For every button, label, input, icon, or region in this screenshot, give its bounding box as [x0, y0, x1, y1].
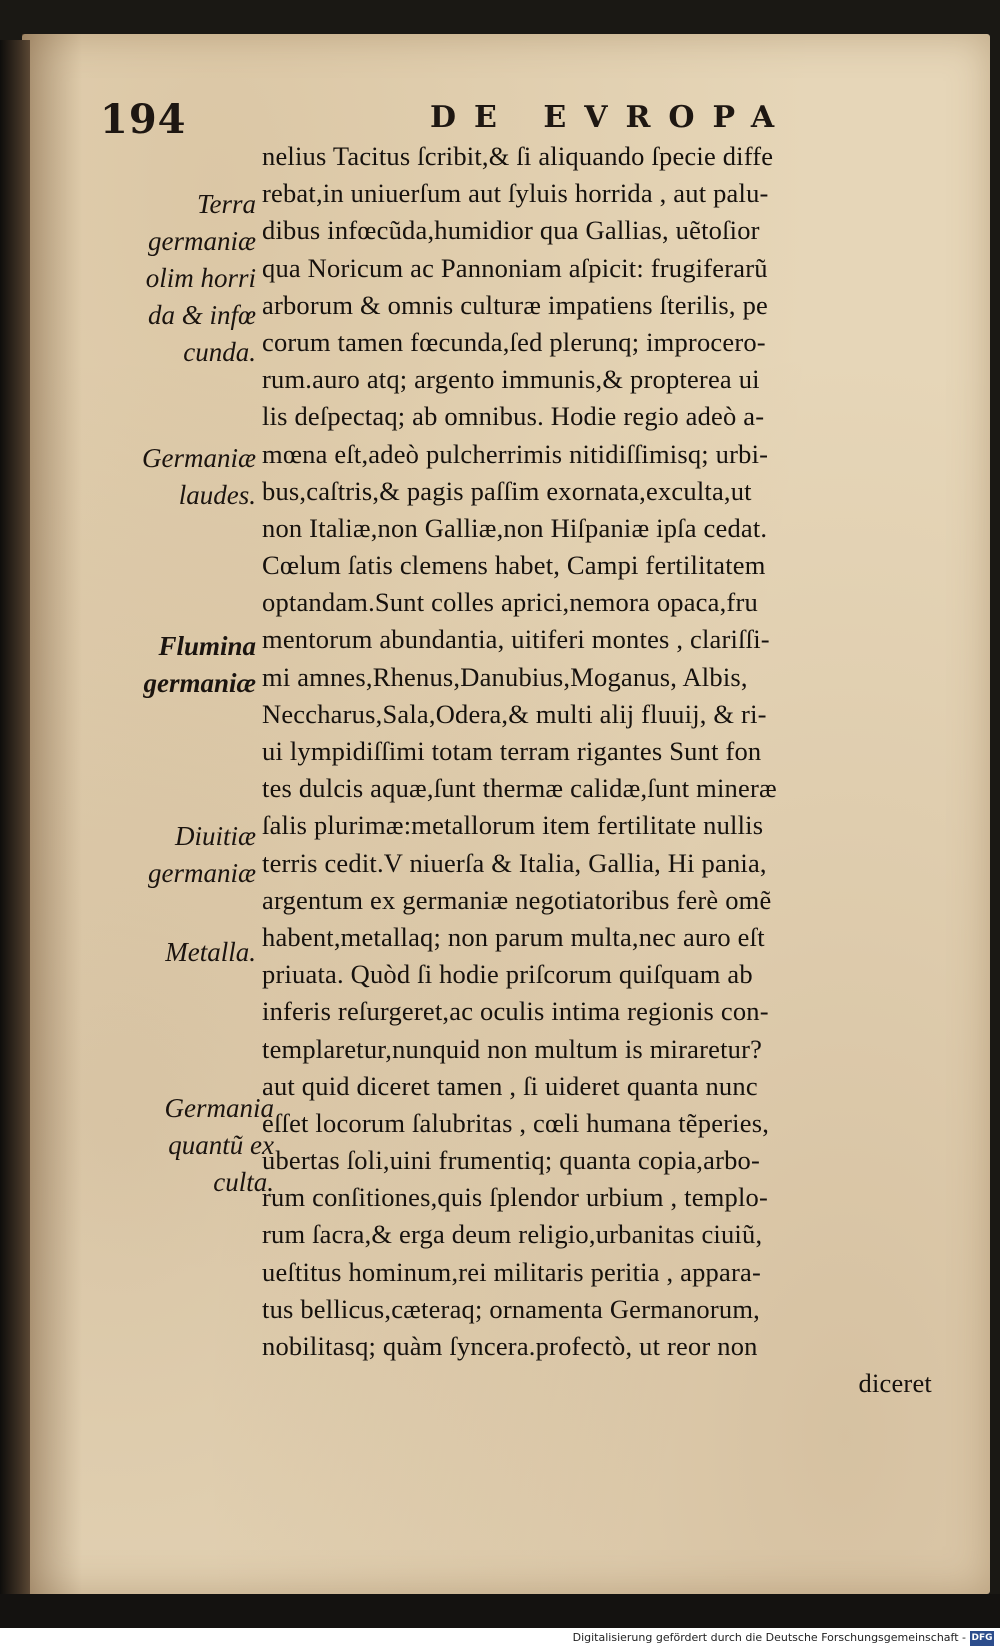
text-line: mœna eſt,adeò pulcherrimis nitidiſſimisq; urbi- — [262, 438, 769, 469]
text-line: ueſtitus hominum,rei militaris peritia , appara- — [262, 1256, 761, 1287]
text-line: non Italiæ,non Galliæ,non Hiſpaniæ ipſa cedat. — [262, 512, 768, 543]
text-line: Neccharus,Sala,Odera,& multi alij fluuij, & ri- — [262, 698, 767, 729]
text-line: terris cedit.V niuerſa & Italia, Gallia, Hi pania, — [262, 847, 767, 878]
running-title: DE EVROPA — [430, 100, 793, 135]
text-line: eſſet locorum ſalubritas , cœli humana tẽperies, — [262, 1107, 770, 1138]
text-line: corum tamen fœcunda,ſed plerunq; improcero- — [262, 326, 766, 357]
text-line: habent,metallaq; non parum multa,nec auro eſt — [262, 921, 765, 952]
text-line: qua Noricum ac Pannoniam aſpicit: frugiferarũ — [262, 252, 768, 283]
book-bottom-edge — [0, 1594, 1000, 1628]
marginal-note-line: germaniæ — [143, 668, 256, 698]
text-line: bus,caſtris,& pagis paſſim exornata,exculta,ut — [262, 475, 752, 506]
book-binding-edge — [0, 40, 30, 1600]
marginal-note-line: Flumina — [158, 631, 256, 661]
text-line: priuata. Quòd ſi hodie priſcorum quiſquam ab — [262, 959, 753, 990]
dfg-logo-icon: DFG — [970, 1631, 994, 1646]
marginal-note-laudes — [96, 440, 256, 514]
marginal-note-line: cunda. — [183, 337, 256, 367]
text-line: rebat,in uniuerſum aut ſyluis horrida , aut palu- — [262, 178, 769, 209]
marginal-note-line: olim horri — [145, 263, 256, 293]
marginal-note-line: germaniæ — [148, 858, 256, 888]
text-line: rum.auro atq; argento immunis,& propterea ui — [262, 364, 760, 395]
page-number: 194 — [100, 96, 187, 143]
page-gutter-shadow — [22, 34, 82, 1594]
marginal-note-diuitiae — [96, 818, 256, 892]
marginal-note-line: Metalla. — [165, 937, 256, 967]
marginal-note-line: da & infœ — [147, 300, 256, 330]
marginal-note-line: culta. — [213, 1167, 274, 1197]
marginal-note-germania-culta — [96, 1090, 274, 1201]
text-line: ſalis plurimæ:metallorum item fertilitate nullis — [262, 810, 764, 841]
text-line: rum ſacra,& erga deum religio,urbanitas ciuiũ, — [262, 1219, 763, 1250]
marginal-note-metalla — [96, 934, 256, 971]
text-line: tes dulcis aquæ,ſunt thermæ calidæ,ſunt mineræ — [262, 773, 777, 804]
text-line: mentorum abundantia, uitiferi montes , clariſſi- — [262, 624, 770, 655]
text-line: lis deſpectaq; ab omnibus. Hodie regio adeò a- — [262, 401, 765, 432]
text-line: argentum ex germaniæ negotiatoribus ferè omẽ — [262, 884, 772, 915]
marginal-note-line: laudes. — [178, 480, 256, 510]
text-line: ui lympidiſſimi totam terram rigantes Sunt fon — [262, 736, 762, 766]
text-line: nelius Tacitus ſcribit,& ſi aliquando ſpecie diffe — [262, 141, 774, 171]
text-line: rum conſitiones,quis ſplendor urbium , templo- — [262, 1182, 769, 1213]
marginal-note-flumina — [96, 628, 256, 702]
text-line: inferis reſurgeret,ac oculis intima regionis con- — [262, 996, 769, 1027]
text-line: ubertas ſoli,uini frumentiq; quanta copia,arbo- — [262, 1145, 761, 1176]
main-text-block — [262, 138, 962, 1402]
marginal-note-line: Germaniæ — [142, 443, 256, 473]
catchword: diceret — [858, 1368, 932, 1399]
text-line: tus bellicus,cæteraq; ornamenta Germanorum, — [262, 1293, 760, 1324]
text-line: Cœlum ſatis clemens habet, Campi fertilitatem — [262, 550, 766, 581]
marginal-note-line: Terra — [196, 189, 256, 219]
marginal-note-line: germaniæ — [148, 226, 256, 256]
footer-credit: Digitalisierung gefördert durch die Deutsche Forschungsgemeinschaft - — [572, 1631, 966, 1644]
digitization-footer — [0, 1628, 1000, 1651]
marginal-note-line: quantũ ex — [168, 1130, 274, 1160]
marginal-note-terra-germaniae — [96, 186, 256, 371]
text-line: dibus infœcũda,humidior qua Gallias, uẽtoſior — [262, 215, 760, 246]
text-line: optandam.Sunt colles aprici,nemora opaca,fru — [262, 587, 758, 618]
text-line: aut quid diceret tamen , ſi uideret quanta nunc — [262, 1070, 758, 1101]
text-line: mi amnes,Rhenus,Danubius,Moganus, Albis, — [262, 661, 748, 692]
text-line: templaretur,nunquid non multum is miraretur? — [262, 1033, 763, 1064]
text-line: nobilitasq; quàm ſyncera.profectò, ut reor non — [262, 1331, 758, 1361]
marginal-note-line: Diuitiæ — [174, 821, 256, 851]
marginal-note-line: Germania — [164, 1093, 274, 1123]
text-line: arborum & omnis culturæ impatiens ſterilis, pe — [262, 289, 768, 320]
